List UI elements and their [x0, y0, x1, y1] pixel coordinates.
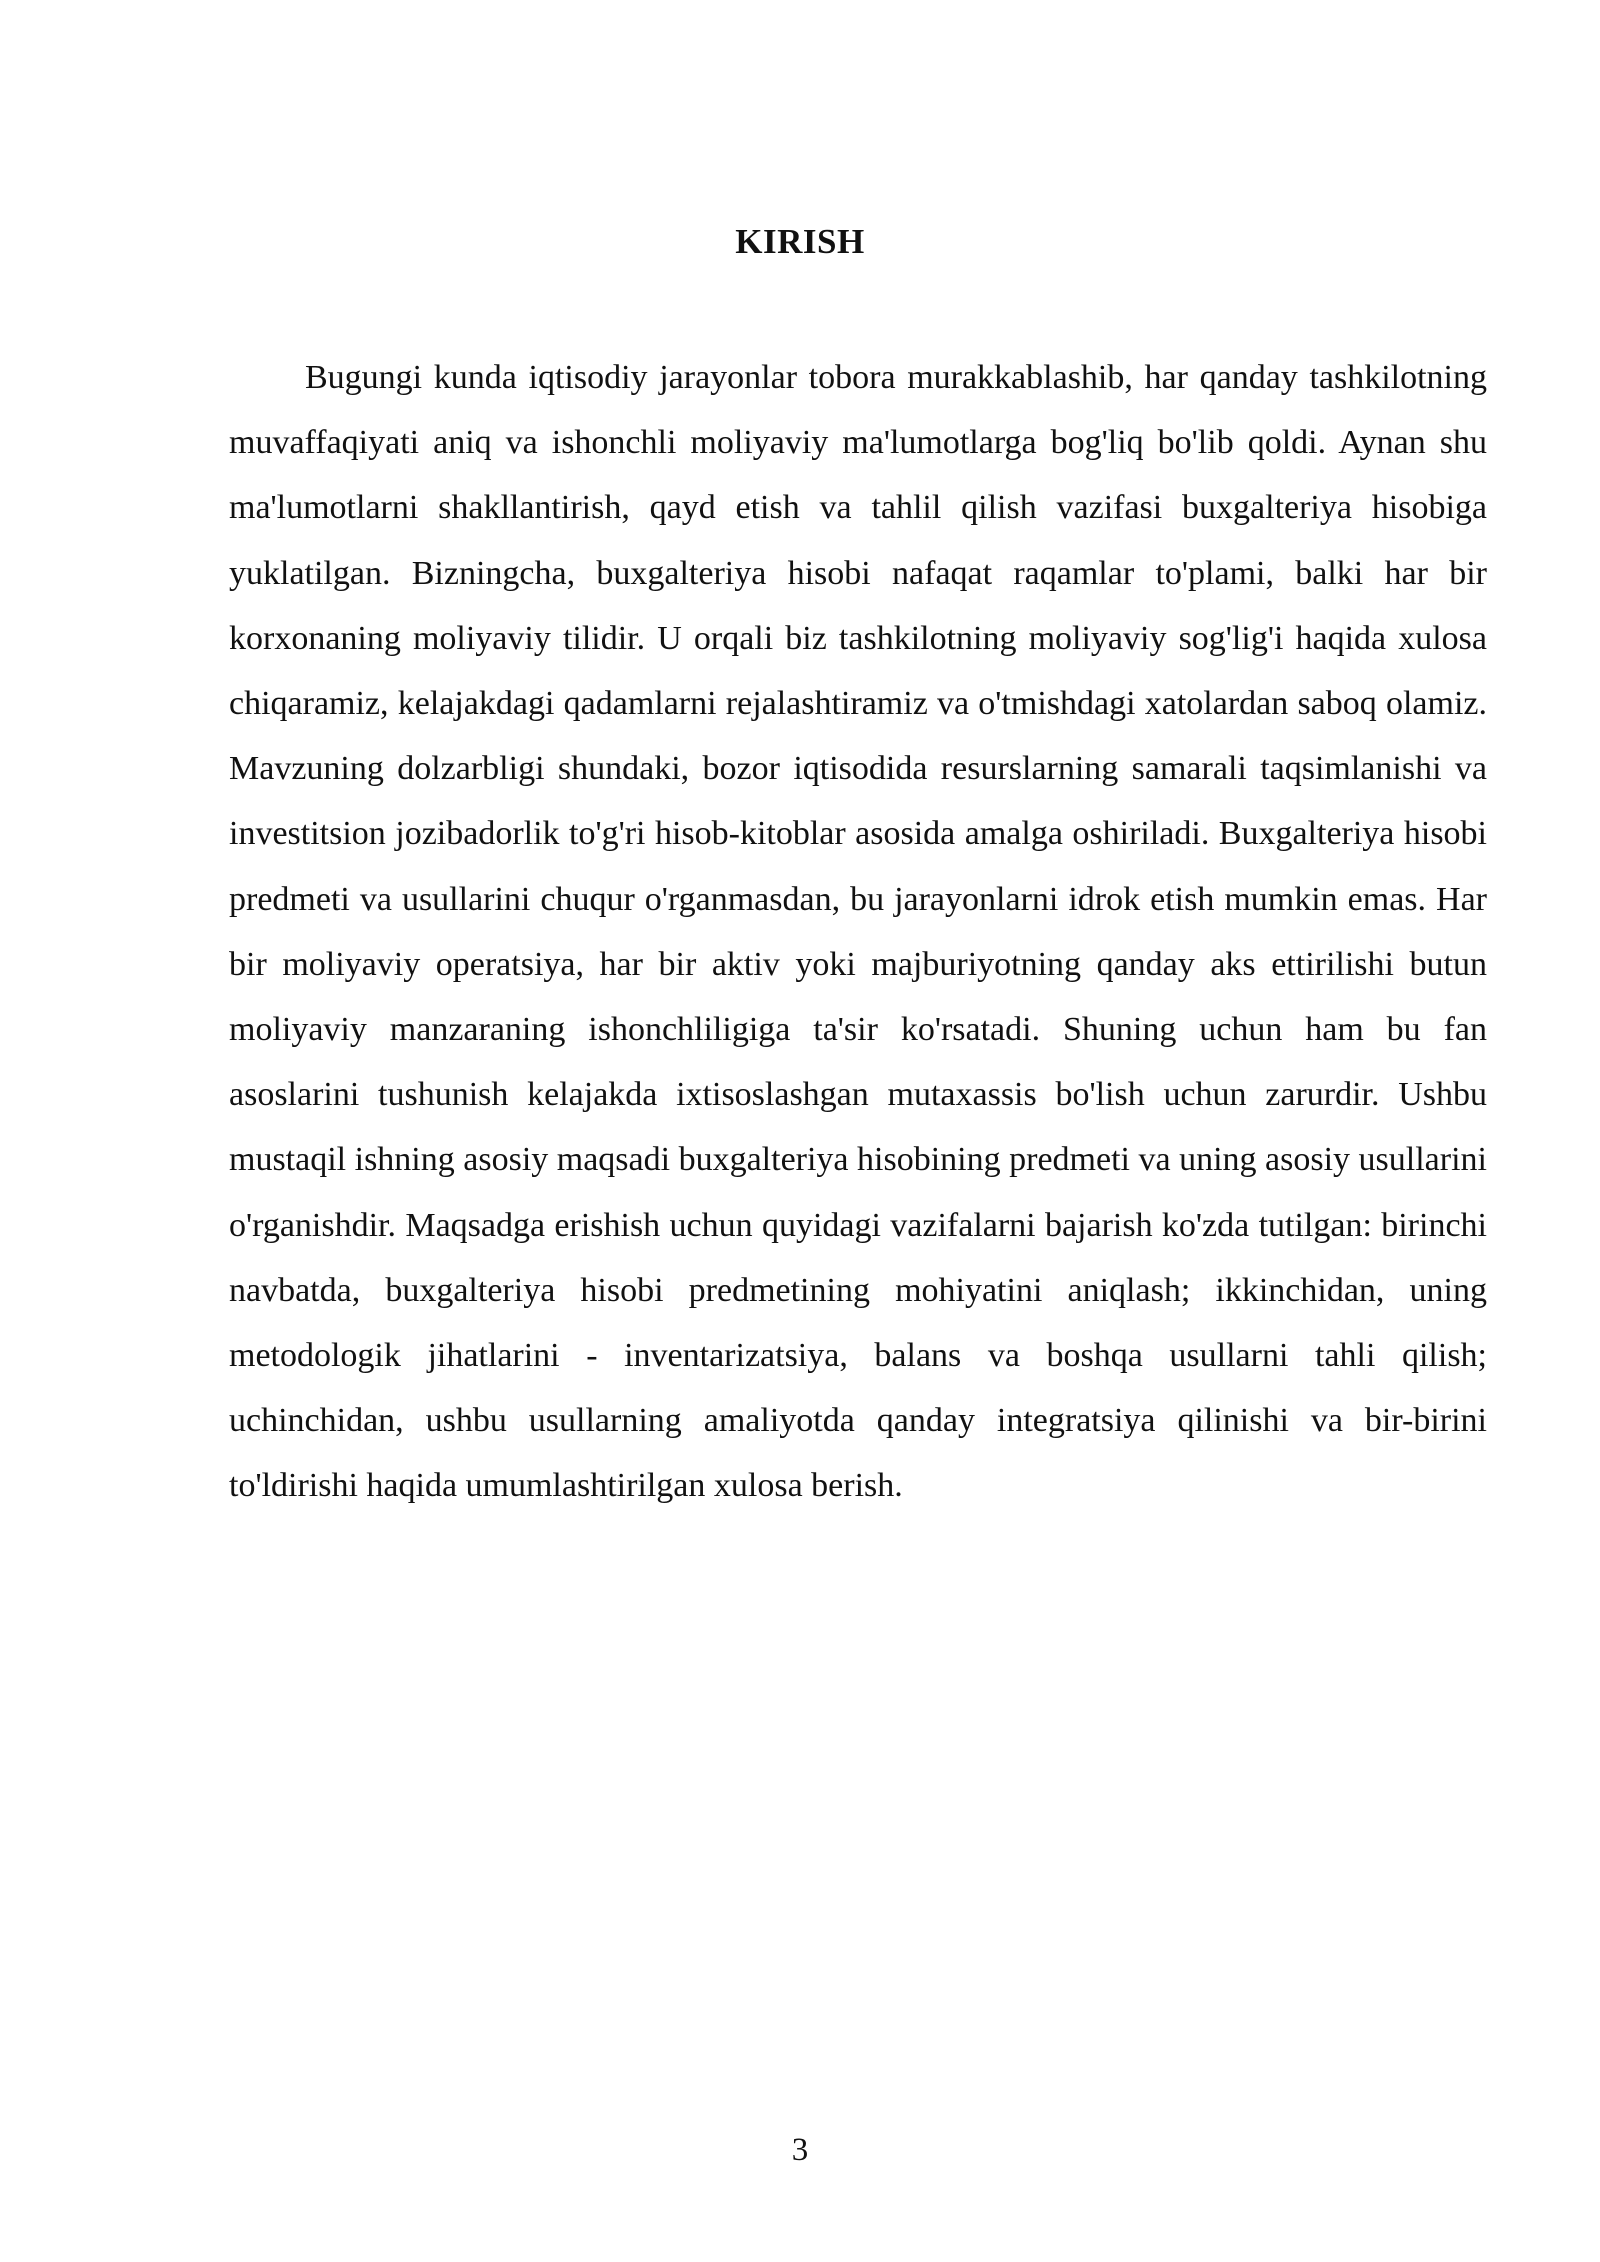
page-title: KIRISH	[735, 222, 865, 261]
intro-paragraph: Bugungi kunda iqtisodiy jarayonlar tobora murakkablashib, har qanday tashkilotning muvaffaqiyati aniq va ishonchli moliyaviy ma'lumotlarga bog'liq bo'lib qoldi. Aynan shu ma'lumotlarni shakllantirish, qayd etish va tahlil qilish vazifasi buxgalteriya hisobiga yuklatilgan. Bizningcha, buxgalteriya hisobi nafaqat raqamlar to'plami, balki har bir korxonaning moliyaviy tilidir. U orqali biz tashkilotning moliyaviy sog'lig'i haqida xulosa chiqaramiz, kelajakdagi qadamlarni rejalashtiramiz va o'tmishdagi xatolardan saboq olamiz. Mavzuning dolzarbligi shundaki, bozor iqtisodida resurslarning samarali taqsimlanishi va investitsion jozibadorlik to'g'ri hisob-kitoblar asosida amalga oshiriladi. Buxgalteriya hisobi predmeti va usullarini chuqur o'rganmasdan, bu jarayonlarni idrok etish mumkin emas. Har bir moliyaviy operatsiya, har bir aktiv yoki majburiyotning qanday aks ettirilishi butun moliyaviy manzaraning ishonchliligiga ta'sir ko'rsatadi. Shuning uchun ham bu fan asoslarini tushunish kelajakda ixtisoslashgan mutaxassis bo'lish uchun zarurdir. Ushbu mustaqil ishning asosiy maqsadi buxgalteriya hisobining predmeti va uning asosiy usullarini o'rganishdir. Maqsadga erishish uchun quyidagi vazifalarni bajarish ko'zda tutilgan: birinchi navbatda, buxgalteriya hisobi predmetining mohiyatini aniqlash; ikkinchidan, uning metodologik jihatlarini - inventarizatsiya, balans va boshqa usullarni tahli qilish; uchinchidan, ushbu usullarning amaliyotda qanday integratsiya qilinishi va bir-birini to'ldirishi haqida umumlashtirilgan xulosa berish.	[229, 359, 1487, 1505]
page-number: 3	[791, 2132, 809, 2168]
